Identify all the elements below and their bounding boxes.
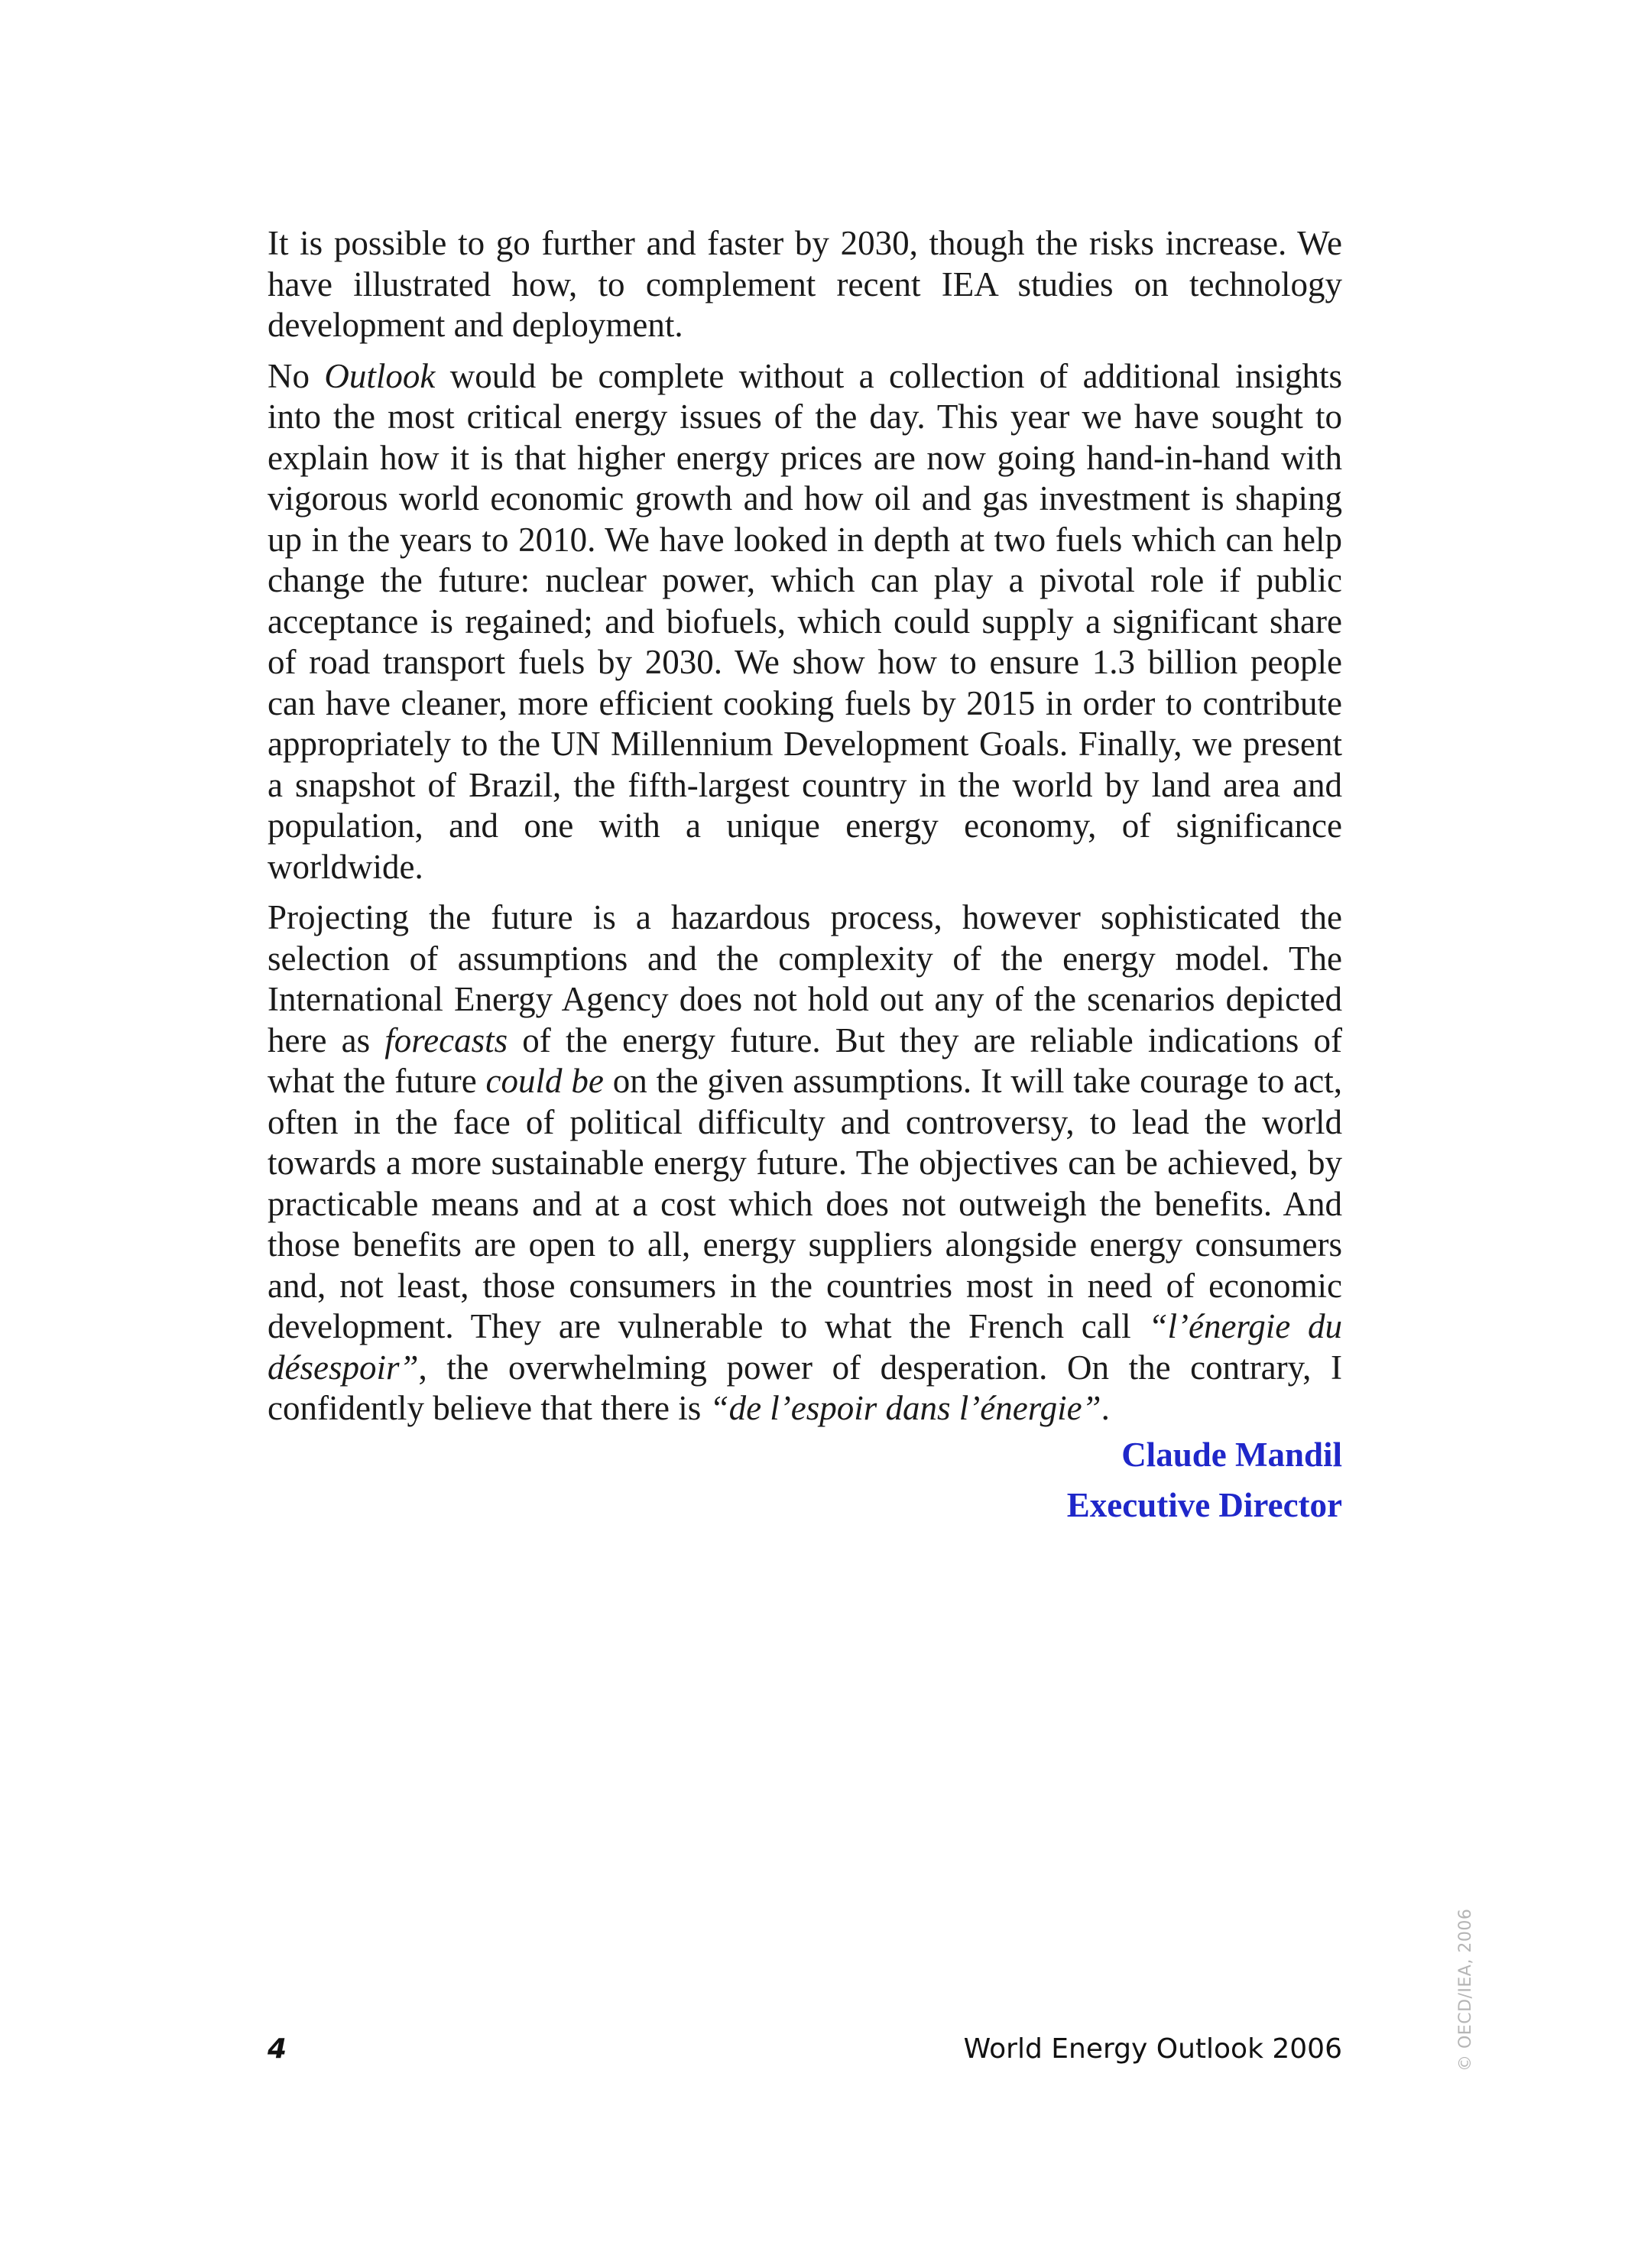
p2-start: No bbox=[268, 356, 325, 395]
p3-part-c: on the given assumptions. It will take courage to act, often in the face of political difficulty and controversy, to lead the world towards a more sustainable energy future. The objectives can be achieved, by practicable means and at a cost which does not outweigh the benefits. And those benefits are open to all, energy suppliers alongside energy consumers and, not least, those consumers in the countries most in need of economic development. They are vulnerable to what the French call bbox=[268, 1062, 1342, 1345]
paragraph-3 bbox=[268, 897, 1342, 1429]
body-text bbox=[268, 223, 1342, 1439]
energie-desespoir-italic: “l’énergie du désespoir” bbox=[268, 1307, 1343, 1387]
publication-title: World Energy Outlook 2006 bbox=[963, 2033, 1342, 2065]
p2-rest: would be complete without a collection of additional insights into the most critical energy issues of the day. This year we have sought to explain how it is that higher energy prices are now going hand-in-hand with vigorous world economic growth and how oil and gas investment is shaping up in the years to 2010. We have looked in depth at two fuels which can help change the future: nuclear power, which can play a pivotal role if public acceptance is regained; and biofuels, which could supply a significant share of road transport fuels by 2030. We show how to ensure 1.3 billion people can have cleaner, more efficient cooking fuels by 2015 in order to contribute appropriately to the UN Millennium Development Goals. Finally, we present a snapshot of Brazil, the fifth-largest country in the world by land area and population, and one with a unique energy economy, of significance worldwide. bbox=[268, 356, 1343, 886]
signature-name: Claude Mandil bbox=[1121, 1436, 1342, 1474]
outlook-italic: Outlook bbox=[324, 356, 436, 395]
p3-part-a: Projecting the future is a hazardous process, however sophisticated the selection of assumptions and the complexity of the energy model. The International Energy Agency does not hold out any of the scenarios depicted here as bbox=[268, 898, 1342, 1059]
signature-block bbox=[1067, 1429, 1342, 1530]
signature-title: Executive Director bbox=[1066, 1486, 1342, 1524]
paragraph-1: It is possible to go further and faster by 2030, though the risks increase. We have illustrated how, to complement recent IEA studies on technology development and deployment. bbox=[268, 224, 1342, 344]
paragraph-2 bbox=[268, 356, 1342, 888]
p3-part-d: , the overwhelming power of desperation. On the contrary, I confidently believe that there is bbox=[268, 1348, 1342, 1427]
copyright-notice: © OECD/IEA, 2006 bbox=[1456, 1908, 1475, 2072]
espoir-energie-italic: “de l’espoir dans l’énergie” bbox=[709, 1389, 1101, 1427]
p3-part-e: . bbox=[1101, 1389, 1110, 1427]
could-be-italic: could be bbox=[485, 1062, 604, 1100]
forecasts-italic: forecasts bbox=[384, 1020, 508, 1059]
p3-part-b: of the energy future. But they are reliable indications of what the future bbox=[268, 1020, 1342, 1100]
page-number: 4 bbox=[268, 2033, 287, 2065]
